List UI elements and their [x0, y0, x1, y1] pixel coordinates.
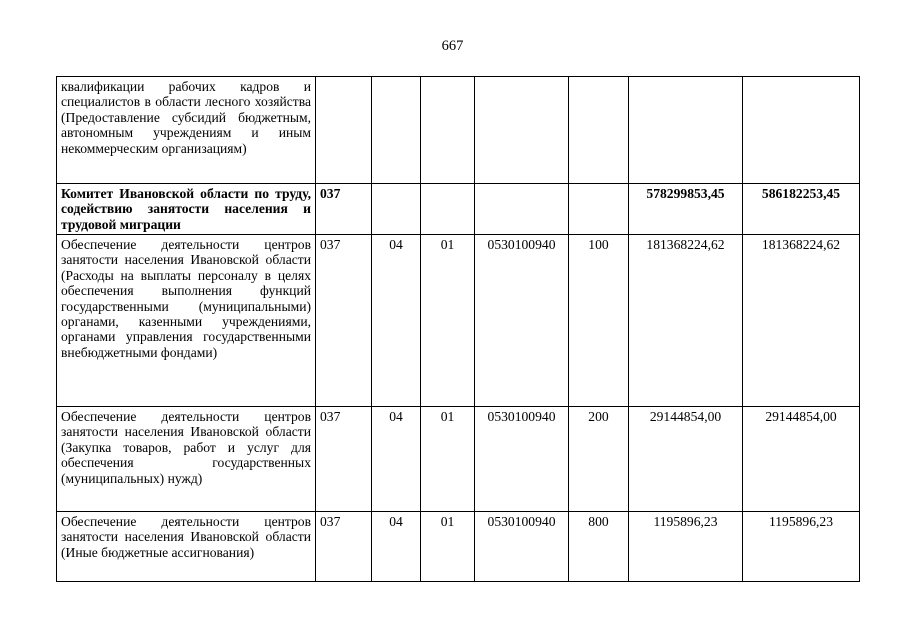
csr-cell: 0530100940 — [475, 512, 569, 582]
csr-cell: 0530100940 — [475, 407, 569, 512]
budget-table — [56, 76, 860, 582]
row-name-cell: Комитет Ивановской области по труду, содействию занятости населения и трудовой миграции — [57, 184, 316, 235]
vr-cell — [569, 77, 629, 184]
vr-cell: 800 — [569, 512, 629, 582]
pr-cell — [421, 77, 475, 184]
gr-cell: 037 — [316, 512, 372, 582]
table-row — [57, 184, 860, 235]
gr-cell: 037 — [316, 235, 372, 407]
gr-cell: 037 — [316, 184, 372, 235]
csr-cell — [475, 77, 569, 184]
rz-cell: 04 — [372, 407, 421, 512]
sum-year2-cell — [743, 77, 860, 184]
sum-year1-cell: 1195896,23 — [629, 512, 743, 582]
sum-year2-cell: 586182253,45 — [743, 184, 860, 235]
vr-cell: 100 — [569, 235, 629, 407]
vr-cell: 200 — [569, 407, 629, 512]
gr-cell — [316, 77, 372, 184]
sum-year1-cell: 578299853,45 — [629, 184, 743, 235]
rz-cell — [372, 184, 421, 235]
sum-year1-cell: 29144854,00 — [629, 407, 743, 512]
table-row — [57, 407, 860, 512]
csr-cell — [475, 184, 569, 235]
vr-cell — [569, 184, 629, 235]
row-name-cell: Обеспечение деятельности центров занятости населения Ивановской области (Закупка товаров, работ и услуг для обеспечения государственных (муниципальных) нужд) — [57, 407, 316, 512]
rz-cell: 04 — [372, 512, 421, 582]
table-row — [57, 235, 860, 407]
sum-year2-cell: 1195896,23 — [743, 512, 860, 582]
pr-cell: 01 — [421, 512, 475, 582]
csr-cell: 0530100940 — [475, 235, 569, 407]
sum-year1-cell — [629, 77, 743, 184]
row-name-cell: Обеспечение деятельности центров занятости населения Ивановской области (Расходы на выплаты персоналу в целях обеспечения выполнения функций государственными (муниципальными) органами, казенными учреждениями, органами управления государственными внебюджетными фондами) — [57, 235, 316, 407]
pr-cell: 01 — [421, 407, 475, 512]
pr-cell: 01 — [421, 235, 475, 407]
rz-cell — [372, 77, 421, 184]
page-number: 667 — [441, 38, 464, 54]
rz-cell: 04 — [372, 235, 421, 407]
sum-year2-cell: 29144854,00 — [743, 407, 860, 512]
table-row — [57, 512, 860, 582]
row-name-cell: квалификации рабочих кадров и специалистов в области лесного хозяйства (Предоставление субсидий бюджетным, автономным учреждениям и иным некоммерческим организациям) — [57, 77, 316, 184]
row-name-cell: Обеспечение деятельности центров занятости населения Ивановской области (Иные бюджетные ассигнования) — [57, 512, 316, 582]
table-row — [57, 77, 860, 184]
pr-cell — [421, 184, 475, 235]
sum-year1-cell: 181368224,62 — [629, 235, 743, 407]
gr-cell: 037 — [316, 407, 372, 512]
sum-year2-cell: 181368224,62 — [743, 235, 860, 407]
